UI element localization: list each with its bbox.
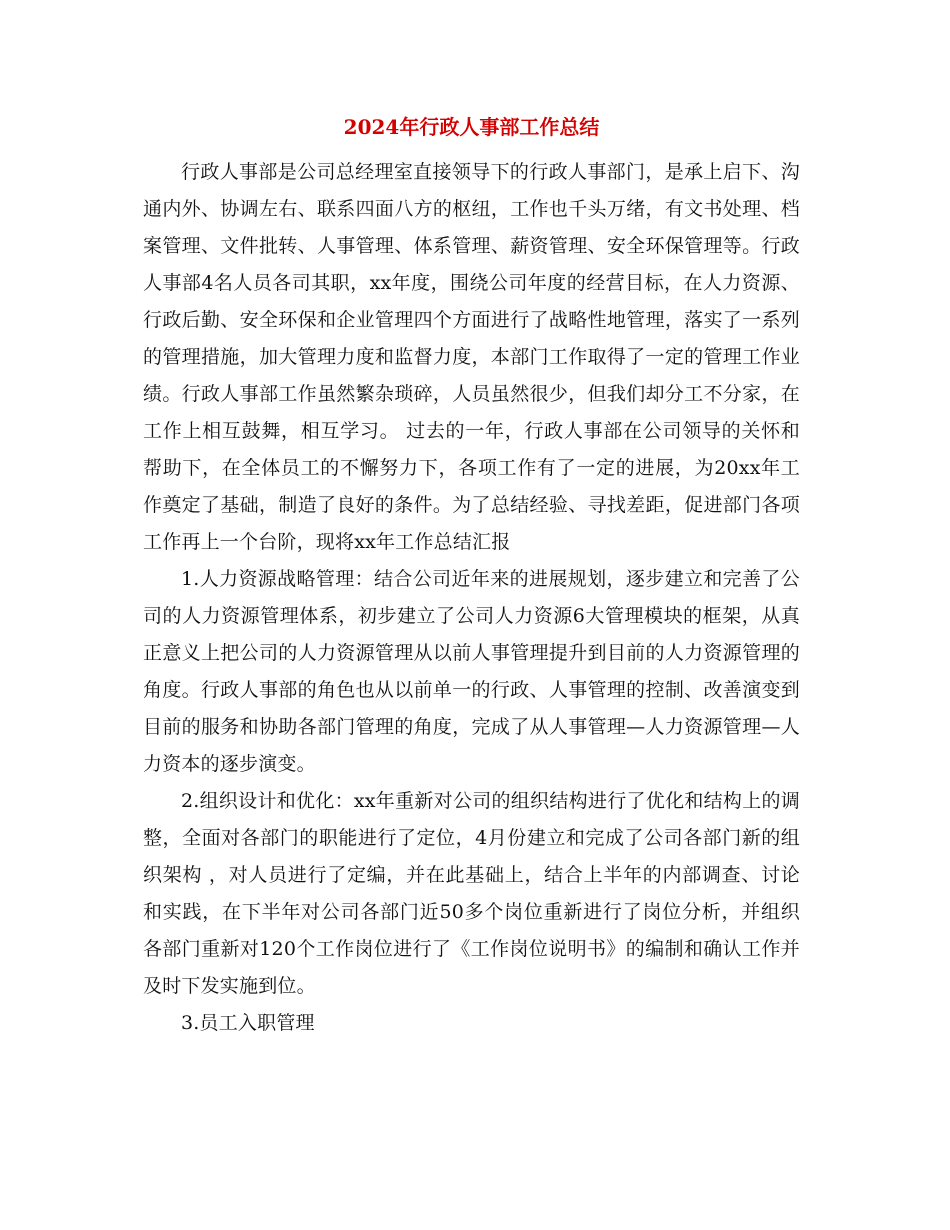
intro-paragraph: 行政人事部是公司总经理室直接领导下的行政人事部门，是承上启下、沟通内外、协调左右、联系四面八方的枢纽，工作也千头万绪，有文书处理、档案管理、文件批转、人事管理、体系管理、薪资管理、安全环保管理等。行政人事部4名人员各司其职，xx年度，围绕公司年度的经营目标，在人力资源、行政后勤、安全环保和企业管理四个方面进行了战略性地管理，落实了一系列的管理措施，加大管理力度和监督力度，本部门工作取得了一定的管理工作业绩。行政人事部工作虽然繁杂琐碎，人员虽然很少，但我们却分工不分家，在工作上相互鼓舞，相互学习。 过去的一年，行政人事部在公司领导的关怀和帮助下，在全体员工的不懈努力下，各项工作有了一定的进展，为20xx年工作奠定了基础，制造了良好的条件。为了总结经验、寻找差距，促进部门各项工作再上一个台阶，现将xx年工作总结汇报: [143, 161, 800, 553]
organization-design-paragraph: 2.组织设计和优化：xx年重新对公司的组织结构进行了优化和结构上的调整，全面对各部门的职能进行了定位，4月份建立和完成了公司各部门新的组织架构 ，对人员进行了定编，并在此基础上，结合上半年的内部调查、讨论和实践，在下半年对公司各部门近50多个岗位重新进行了岗位分析，并组织各部门重新对120个工作岗位进行了《工作岗位说明书》的编制和确认工作并及时下发实施到位。: [143, 790, 800, 997]
hr-strategy-paragraph: 1.人力资源战略管理：结合公司近年来的进展规划，逐步建立和完善了公司的人力资源管理体系，初步建立了公司人力资源6大管理模块的框架，从真正意义上把公司的人力资源管理从以前人事管理提升到目前的人力资源管理的角度。行政人事部的角色也从以前单一的行政、人事管理的控制、改善演变到目前的服务和协助各部门管理的角度，完成了从人事管理—人力资源管理—人力资本的逐步演变。: [143, 568, 800, 775]
employee-onboarding-heading: 3.员工入职管理: [181, 1012, 315, 1034]
document-title: 2024年行政人事部工作总结: [343, 115, 600, 139]
